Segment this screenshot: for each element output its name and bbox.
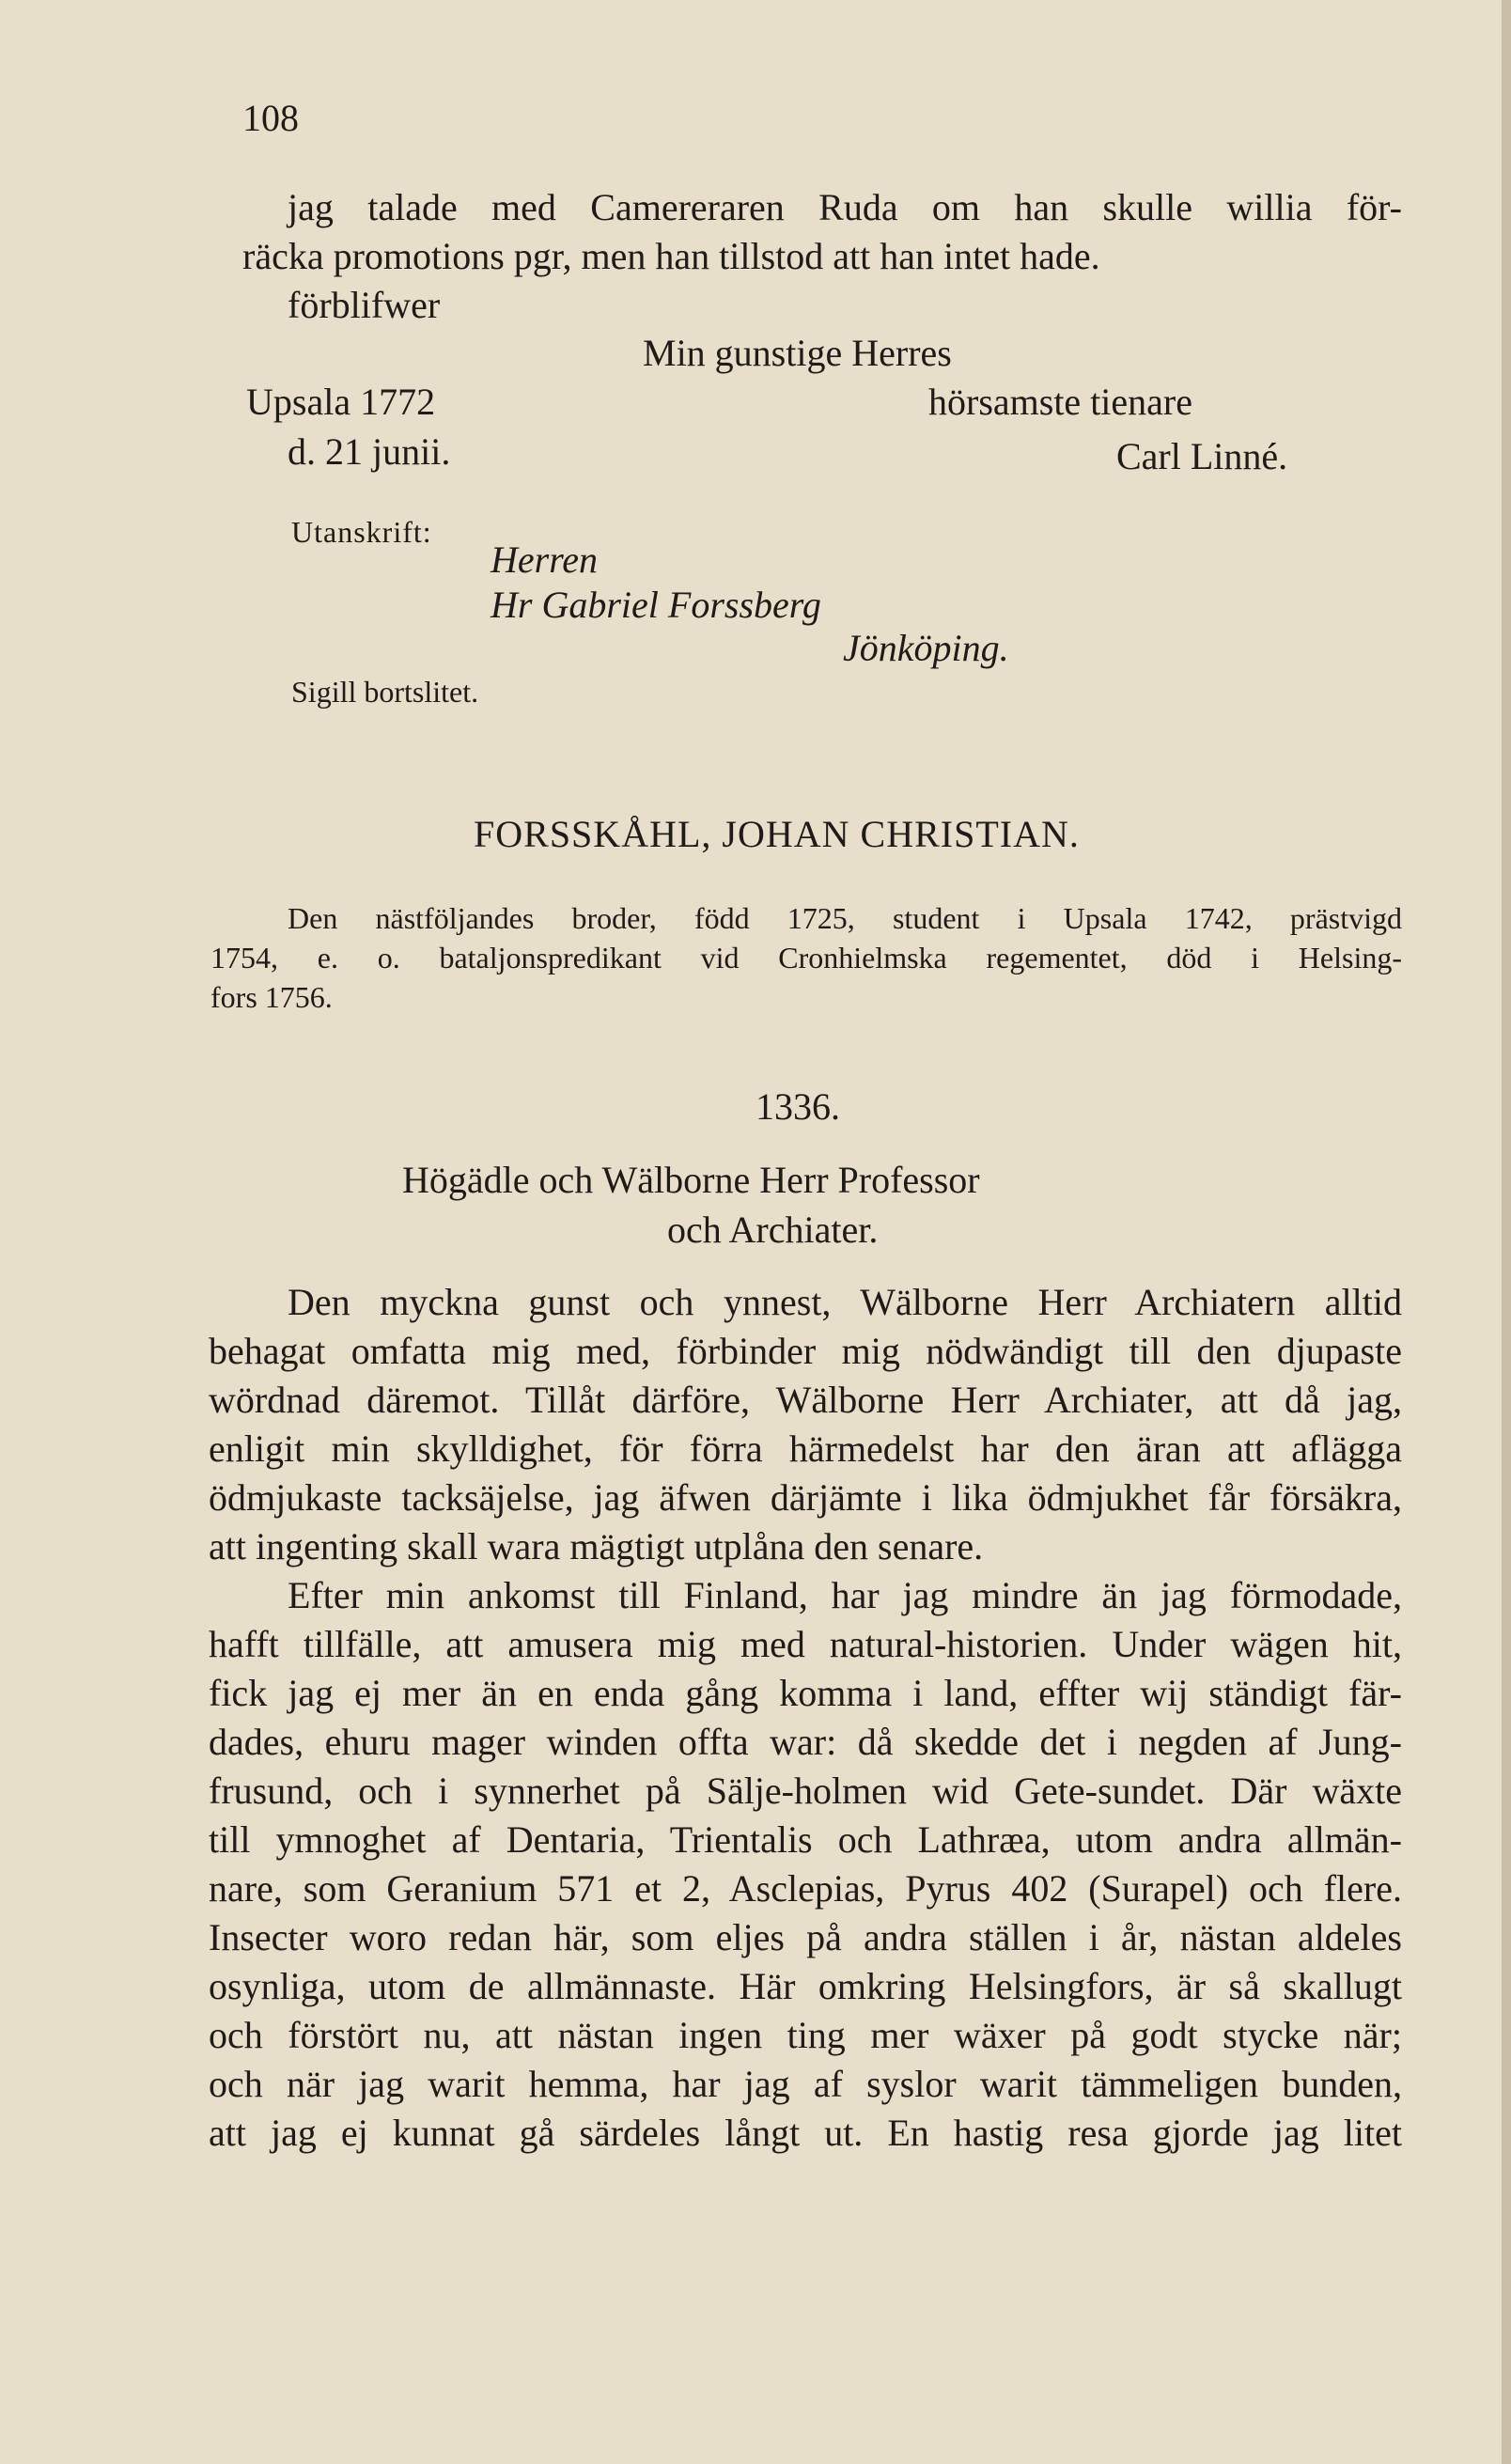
section-heading: FORSSKÅHL, JOHAN CHRISTIAN. [474,813,1080,855]
address-line-1: Herren [491,538,599,581]
body-line-15: osynliga, utom de allmännaste. Här omkring Helsingfors, är så skallugt [209,1965,1402,2007]
servant-line: hörsamste tienare [928,381,1192,423]
letter-line-2: räcka promotions pgr, men han tillstod att han intet hade. [242,235,1100,277]
address-line-3: Jönköping. [843,627,1009,669]
body-line-13: nare, som Geranium 571 et 2, Asclepias, Pyrus 402 (Surapel) och flere. [209,1867,1402,1910]
body-line-9: fick jag ej mer än en enda gång komma i land, effter wij ständigt fär- [209,1672,1402,1714]
date-line: d. 21 junii. [288,430,451,473]
letter-number: 1336. [756,1085,840,1128]
place-line: Upsala 1772 [246,381,436,423]
address-label: Utanskrift: [291,515,432,549]
closing-phrase: Min gunstige Herres [643,332,952,374]
body-line-2: behagat omfatta mig med, förbinder mig nödwändigt till den djupaste [209,1330,1402,1372]
body-line-12: till ymnoghet af Dentaria, Trientalis och Lathræa, utom andra allmän- [209,1818,1402,1861]
body-line-16: och förstört nu, att nästan ingen ting mer wäxer på godt stycke när; [209,2014,1402,2056]
body-line-17: och när jag warit hemma, har jag af syslor warit tämmeligen bunden, [209,2063,1402,2105]
page-number: 108 [242,97,299,139]
body-line-8: hafft tillfälle, att amusera mig med natural-historien. Under wägen hit, [209,1623,1402,1665]
signature: Carl Linné. [1116,435,1288,477]
body-line-7: Efter min ankomst till Finland, har jag mindre än jag förmodade, [288,1574,1402,1616]
body-line-14: Insecter woro redan här, som eljes på andra ställen i år, nästan aldeles [209,1916,1402,1958]
bio-line-1: Den nästföljandes broder, född 1725, student i Upsala 1742, prästvigd [288,901,1402,935]
bio-line-2: 1754, e. o. bataljonspredikant vid Cronhielmska regementet, död i Helsing- [210,941,1402,975]
address-line-2: Hr Gabriel Forssberg [491,584,821,626]
body-line-5: ödmjukaste tacksäjelse, jag äfwen därjämte i lika ödmjukhet får försäkra, [209,1476,1402,1519]
body-line-4: enligit min skylldighet, för förra härmedelst har den äran att aflägga [209,1427,1402,1470]
body-line-11: frusund, och i synnerhet på Sälje-holmen wid Gete-sundet. Där wäxte [209,1770,1402,1812]
bio-line-3: fors 1756. [210,980,333,1014]
letter-line-3: förblifwer [288,284,441,326]
body-line-10: dades, ehuru mager winden offta war: då skedde det i negden af Jung- [209,1721,1402,1763]
seal-note: Sigill bortslitet. [291,675,479,709]
body-line-6: att ingenting skall wara mägtigt utplåna den senare. [209,1525,984,1567]
salutation-line-1: Högädle och Wälborne Herr Professor [402,1159,980,1201]
body-line-18: att jag ej kunnat gå särdeles långt ut. En hastig resa gjorde jag litet [209,2112,1402,2154]
body-line-1: Den myckna gunst och ynnest, Wälborne Herr Archiatern alltid [288,1281,1402,1323]
salutation-line-2: och Archiater. [667,1209,879,1251]
page-edge-shadow [1502,0,1511,2464]
letter-line-1: jag talade med Camereraren Ruda om han skulle willia för- [288,186,1402,228]
body-line-3: wördnad däremot. Tillåt därföre, Wälborne Herr Archiater, att då jag, [209,1379,1402,1421]
